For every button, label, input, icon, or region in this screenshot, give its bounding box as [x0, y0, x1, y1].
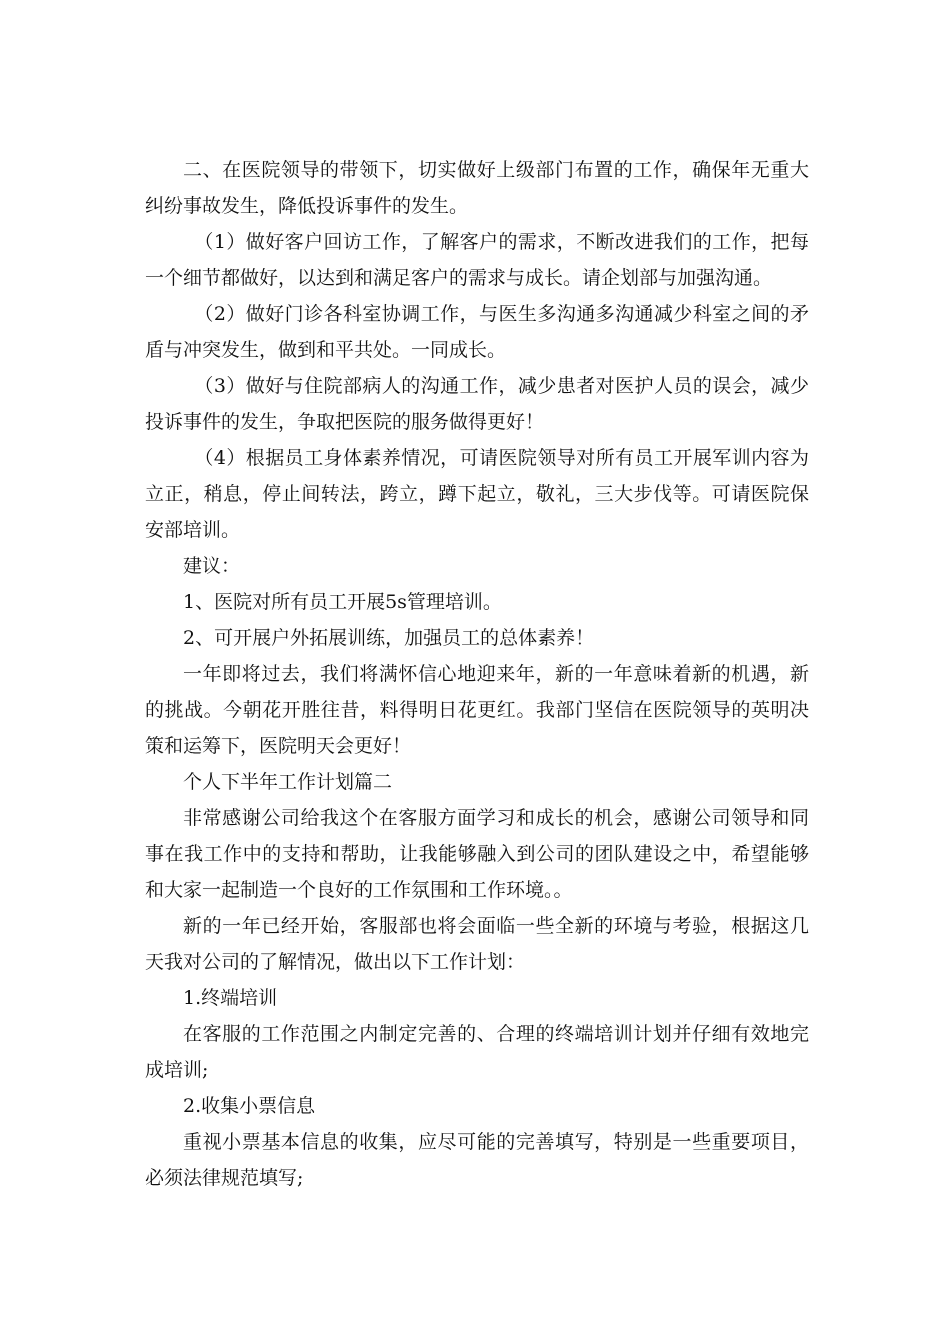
paragraph-14: 在客服的工作范围之内制定完善的、合理的终端培训计划并仔细有效地完成培训;	[145, 1023, 809, 1081]
paragraph-11: 非常感谢公司给我这个在客服方面学习和成长的机会，感谢公司领导和同事在我工作中的支持和帮助，让我能够融入到公司的团队建设之中，希望能够和大家一起制造一个良好的工作氛围和工作环境。。	[145, 807, 809, 901]
paragraph-9: 一年即将过去，我们将满怀信心地迎来年，新的一年意味着新的机遇，新的挑战。今朝花开胜往昔，料得明日花更红。我部门坚信在医院领导的英明决策和运筹下，医院明天会更好！	[145, 663, 809, 757]
list-heading-1: 1.终端培训	[183, 987, 278, 1009]
list-heading-2: 2.收集小票信息	[183, 1095, 316, 1117]
paragraph-16: 重视小票基本信息的收集，应尽可能的完善填写，特别是一些重要项目，必须法律规范填写;	[145, 1131, 809, 1189]
paragraph-7: 1、医院对所有员工开展5s管理培训。	[183, 591, 502, 613]
paragraph-4: （3）做好与住院部病人的沟通工作，减少患者对医护人员的误会，减少投诉事件的发生，争取把医院的服务做得更好！	[145, 375, 809, 433]
section-heading: 个人下半年工作计划篇二	[183, 771, 393, 793]
paragraph-1: 二、在医院领导的带领下，切实做好上级部门布置的工作，确保年无重大纠纷事故发生，降低投诉事件的发生。	[145, 159, 809, 217]
paragraph-6: 建议：	[183, 555, 241, 577]
paragraph-3: （2）做好门诊各科室协调工作，与医生多沟通多沟通减少科室之间的矛盾与冲突发生，做到和平共处。一同成长。	[145, 303, 809, 361]
paragraph-8: 2、可开展户外拓展训练，加强员工的总体素养！	[183, 627, 595, 649]
paragraph-12: 新的一年已经开始，客服部也将会面临一些全新的环境与考验，根据这几天我对公司的了解情况，做出以下工作计划：	[145, 915, 809, 973]
paragraph-5: （4）根据员工身体素养情况，可请医院领导对所有员工开展军训内容为立正，稍息，停止间转法，跨立，蹲下起立，敬礼，三大步伐等。可请医院保安部培训。	[145, 447, 809, 541]
paragraph-2: （1）做好客户回访工作，了解客户的需求，不断改进我们的工作，把每一个细节都做好，以达到和满足客户的需求与成长。请企划部与加强沟通。	[145, 231, 809, 289]
document-body	[145, 152, 809, 1196]
